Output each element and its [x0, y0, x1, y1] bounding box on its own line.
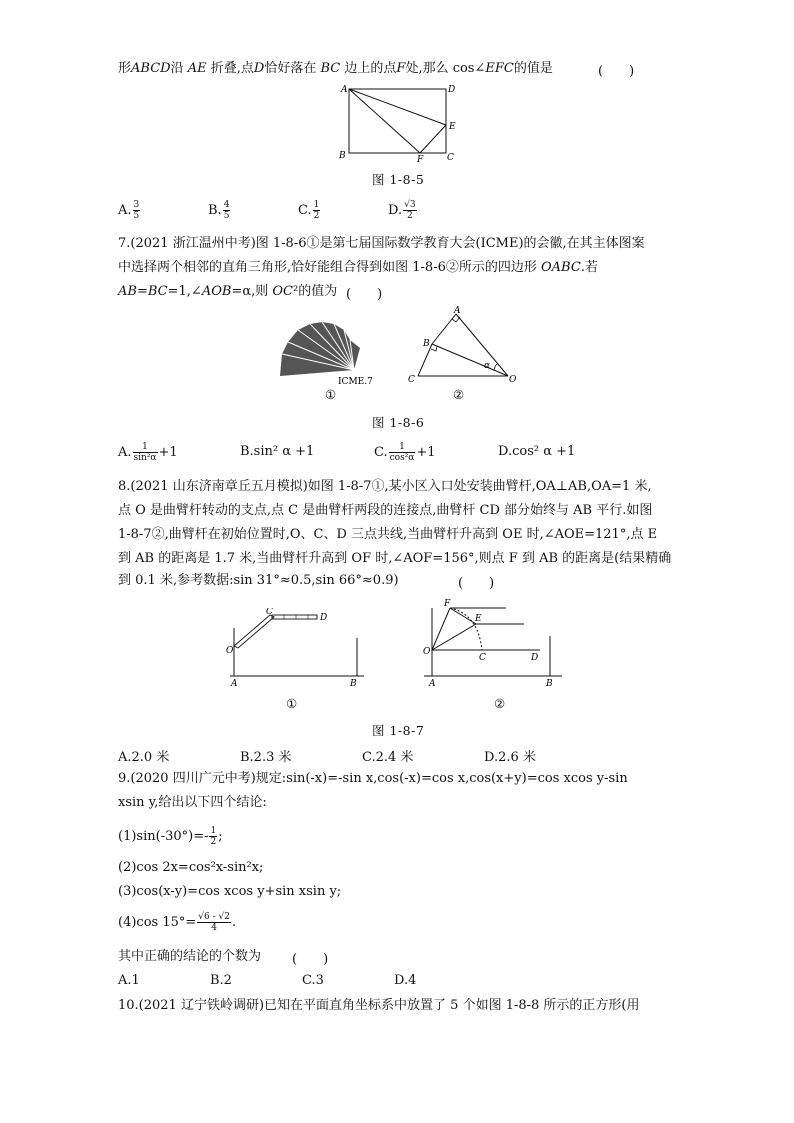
- rectangle-abcd: [349, 89, 446, 153]
- label-alpha: α: [484, 361, 491, 371]
- q6-answer-paren: ( ): [598, 64, 635, 79]
- label-f: F: [444, 599, 451, 609]
- label-o: O: [226, 646, 234, 656]
- label-b: B: [546, 679, 553, 688]
- q9-line-1: 9.(2020 四川广元中考)规定:sin(-x)=-sin x,cos(-x)=cos x,cos(x+y)=cos xcos y-sin: [118, 771, 628, 786]
- segment-oe: [432, 624, 476, 650]
- q7-option-c[interactable]: C. $\frac{1}{\text{cos²α}}$ +1: [374, 442, 436, 463]
- q10-line-1: 10.(2021 辽宁铁岭调研)已知在平面直角坐标系中放置了 5 个如图 1-8-8 所示的正方形(用: [118, 998, 640, 1013]
- icme-logo-figure: [278, 318, 374, 386]
- label-f: F: [417, 155, 424, 162]
- label-d: D: [320, 613, 328, 623]
- q9-option-b[interactable]: B.2: [210, 973, 232, 988]
- q7-option-a[interactable]: A. $\frac{1}{\text{sin²α}}$ +1: [118, 442, 178, 463]
- arm-oc: [234, 615, 274, 648]
- q9-answer-paren: ( ): [292, 952, 329, 967]
- q8-line-2: 点 O 是曲臂杆转动的支点,点 C 是曲臂杆两段的连接点,曲臂杆 CD 部分始终与 AB 平行.如图: [118, 503, 653, 518]
- q8-option-b[interactable]: B.2.3 米: [240, 750, 292, 765]
- label-a: A: [429, 679, 436, 688]
- q8-figure-caption: 图 1-8-7: [372, 723, 425, 738]
- q8-line-1: 8.(2021 山东济南章丘五月模拟)如图 1-8-7①,某小区入口处安装曲臂杆,OA⊥AB,OA=1 米,: [118, 479, 652, 494]
- q6-option-d[interactable]: D. $\frac{√3}{2}$: [388, 200, 416, 221]
- label-a: A: [231, 679, 238, 688]
- label-b: B: [350, 679, 357, 688]
- segment-ae: [349, 89, 446, 125]
- q6-figure: [336, 82, 460, 162]
- q9-option-c[interactable]: C.3: [302, 973, 324, 988]
- q8-option-a[interactable]: A.2.0 米: [118, 750, 170, 765]
- q8-line-5: 到 0.1 米,参考数据:sin 31°≈0.5,sin 66°≈0.9): [118, 573, 399, 588]
- q9-line-2: xsin y,给出以下四个结论:: [118, 795, 267, 810]
- icme-logo-text: ICME.7: [338, 377, 373, 386]
- label-e: E: [475, 614, 482, 624]
- q7-line-3: AB=BC=1,∠AOB=α,则 OC²的值为: [118, 284, 338, 299]
- figure-sub-label-1: ①: [286, 696, 298, 711]
- q6-figure-caption: 图 1-8-5: [372, 172, 425, 187]
- q9-conclusion-4: (4)cos 15°= $\frac{√6 - √2}{4}$ .: [118, 912, 237, 933]
- q9-conclusion-3: (3)cos(x-y)=cos xcos y+sin xsin y;: [118, 884, 342, 899]
- quadrilateral-oabc-figure: [404, 306, 520, 386]
- label-d: D: [531, 653, 539, 663]
- q9-conclusion-1: (1)sin(-30°)=- $\frac{1}{2}$ ;: [118, 826, 223, 847]
- figure-sub-label-1: ①: [325, 387, 337, 402]
- label-d: D: [448, 85, 456, 95]
- q9-conclusion-2: (2)cos 2x=cos²x-sin²x;: [118, 860, 264, 875]
- label-c: C: [266, 608, 273, 617]
- q7-option-d[interactable]: D.cos² α +1: [498, 444, 576, 459]
- segment-ao: [456, 314, 508, 376]
- q7-line-1: 7.(2021 浙江温州中考)图 1-8-6①是第七届国际数学教育大会(ICME)的会徽,在其主体图案: [118, 236, 645, 251]
- label-b: B: [339, 151, 346, 161]
- q6-option-a[interactable]: A. $\frac{3}{5}$: [118, 200, 140, 221]
- q9-option-d[interactable]: D.4: [394, 973, 417, 988]
- label-b: B: [423, 339, 430, 349]
- arm-cd: [272, 615, 317, 619]
- q6-stem: 形ABCD沿 AE 折叠,点D恰好落在 BC 边上的点F处,那么 cos∠EFC的值是: [118, 61, 553, 76]
- q7-figure-caption: 图 1-8-6: [372, 415, 425, 430]
- q6-option-b[interactable]: B. $\frac{4}{5}$: [208, 200, 230, 221]
- label-a: A: [341, 85, 348, 95]
- figure-sub-label-2: ②: [494, 696, 506, 711]
- angle-arc-alpha: [494, 364, 497, 370]
- q8-option-c[interactable]: C.2.4 米: [362, 750, 414, 765]
- q7-option-b[interactable]: B.sin² α +1: [240, 444, 315, 459]
- right-angle-mark-b: [431, 346, 437, 351]
- label-a: A: [454, 306, 461, 316]
- label-o: O: [423, 647, 431, 657]
- barrier-gate-figure-2: [420, 596, 566, 688]
- q6-option-c[interactable]: C. $\frac{1}{2}$: [298, 200, 320, 221]
- barrier-gate-figure-1: [222, 608, 372, 688]
- segment-fe: [450, 608, 476, 624]
- q7-answer-paren: ( ): [346, 287, 383, 302]
- segment-of: [432, 608, 450, 650]
- q8-line-3: 1-8-7②,曲臂杆在初始位置时,O、C、D 三点共线,当曲臂杆升高到 OE 时,∠AOE=121°,点 E: [118, 527, 658, 542]
- segment-ab: [432, 314, 456, 344]
- label-c: C: [479, 653, 486, 663]
- label-c: C: [447, 153, 454, 162]
- q9-option-a[interactable]: A.1: [118, 973, 140, 988]
- q9-question: 其中正确的结论的个数为: [118, 949, 262, 964]
- label-c: C: [408, 375, 415, 385]
- figure-sub-label-2: ②: [453, 387, 465, 402]
- q8-option-d[interactable]: D.2.6 米: [484, 750, 536, 765]
- label-e: E: [449, 122, 456, 132]
- segment-bo: [432, 344, 508, 376]
- q7-line-2: 中选择两个相邻的直角三角形,恰好能组合得到如图 1-8-6②所示的四边形 OABC.若: [118, 260, 598, 275]
- segment-af: [349, 89, 420, 153]
- segment-fe: [420, 125, 446, 153]
- label-o: O: [509, 375, 517, 385]
- q8-answer-paren: ( ): [458, 576, 495, 591]
- q8-line-4: 到 AB 的距离是 1.7 米,当曲臂杆升高到 OF 时,∠AOF=156°,则点 F 到 AB 的距离是(结果精确: [118, 551, 672, 566]
